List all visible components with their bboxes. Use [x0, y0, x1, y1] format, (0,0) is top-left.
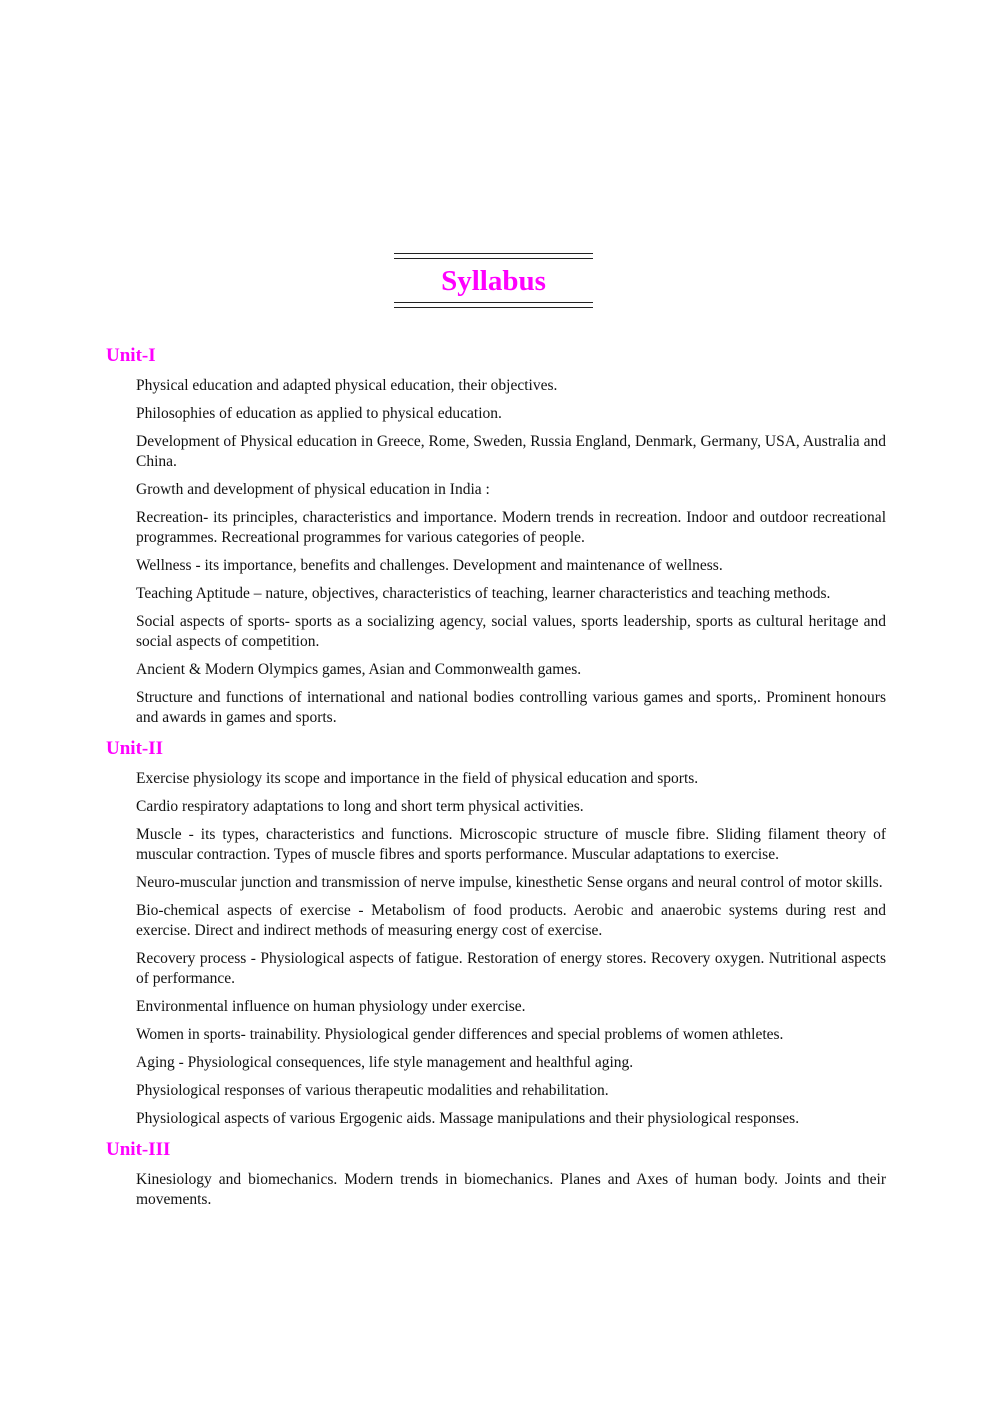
syllabus-topic: Physical education and adapted physical education, their objectives. [136, 377, 558, 394]
syllabus-topic: Philosophies of education as applied to physical education. [136, 405, 502, 422]
title-block [394, 253, 593, 309]
syllabus-topic: Bio-chemical aspects of exercise - Metabolism of food products. Aerobic and anaerobic systems during rest and exercise. Direct and indirect methods of measuring energy cost of exercise. [136, 902, 886, 939]
syllabus-topic: Physiological aspects of various Ergogenic aids. Massage manipulations and their physiological responses. [136, 1110, 800, 1127]
syllabus-topic: Aging - Physiological consequences, life style management and healthful aging. [136, 1054, 634, 1071]
syllabus-topic: Neuro-muscular junction and transmission of nerve impulse, kinesthetic Sense organs and neural control of motor skills. [136, 874, 883, 891]
unit-heading: Unit-II [106, 738, 164, 759]
syllabus-topic: Ancient & Modern Olympics games, Asian and Commonwealth games. [136, 661, 582, 678]
syllabus-topic: Exercise physiology its scope and importance in the field of physical education and sports. [136, 770, 699, 787]
title-rule-top [394, 253, 593, 259]
syllabus-topic: Teaching Aptitude – nature, objectives, characteristics of teaching, learner characteristics and teaching methods. [136, 585, 831, 602]
syllabus-topic: Physiological responses of various therapeutic modalities and rehabilitation. [136, 1082, 609, 1099]
syllabus-topic: Muscle - its types, characteristics and functions. Microscopic structure of muscle fibre. Sliding filament theory of muscular contraction. Types of muscle fibres and sports performance. Muscular adaptations to exercise. [136, 826, 886, 863]
syllabus-topic: Recreation- its principles, characteristics and importance. Modern trends in recreation. Indoor and outdoor recreational programmes. Recreational programmes for various categories of people. [136, 509, 886, 546]
syllabus-topic: Kinesiology and biomechanics. Modern trends in biomechanics. Planes and Axes of human body. Joints and their movements. [136, 1171, 886, 1208]
page-title: Syllabus [441, 265, 546, 297]
unit-heading: Unit-III [106, 1139, 171, 1160]
syllabus-topic: Environmental influence on human physiology under exercise. [136, 998, 526, 1015]
unit-section [106, 344, 886, 728]
syllabus-topic: Recovery process - Physiological aspects of fatigue. Restoration of energy stores. Recovery oxygen. Nutritional aspects of performance. [136, 950, 886, 987]
unit-section [106, 737, 886, 1129]
title-rule-bottom [394, 302, 593, 308]
syllabus-topic: Cardio respiratory adaptations to long and short term physical activities. [136, 798, 584, 815]
syllabus-content [106, 344, 886, 1218]
syllabus-topic: Structure and functions of international and national bodies controlling various games and sports,. Prominent honours and awards in games and sports. [136, 689, 886, 726]
syllabus-topic: Development of Physical education in Greece, Rome, Sweden, Russia England, Denmark, Germany, USA, Australia and China. [136, 433, 886, 470]
syllabus-topic: Women in sports- trainability. Physiological gender differences and special problems of women athletes. [136, 1026, 784, 1043]
syllabus-topic: Social aspects of sports- sports as a socializing agency, social values, sports leadership, sports as cultural heritage and social aspects of competition. [136, 613, 886, 650]
syllabus-topic: Wellness - its importance, benefits and challenges. Development and maintenance of wellness. [136, 557, 723, 574]
unit-section [106, 1138, 886, 1210]
syllabus-topic: Growth and development of physical education in India : [136, 481, 490, 498]
unit-heading: Unit-I [106, 345, 156, 366]
